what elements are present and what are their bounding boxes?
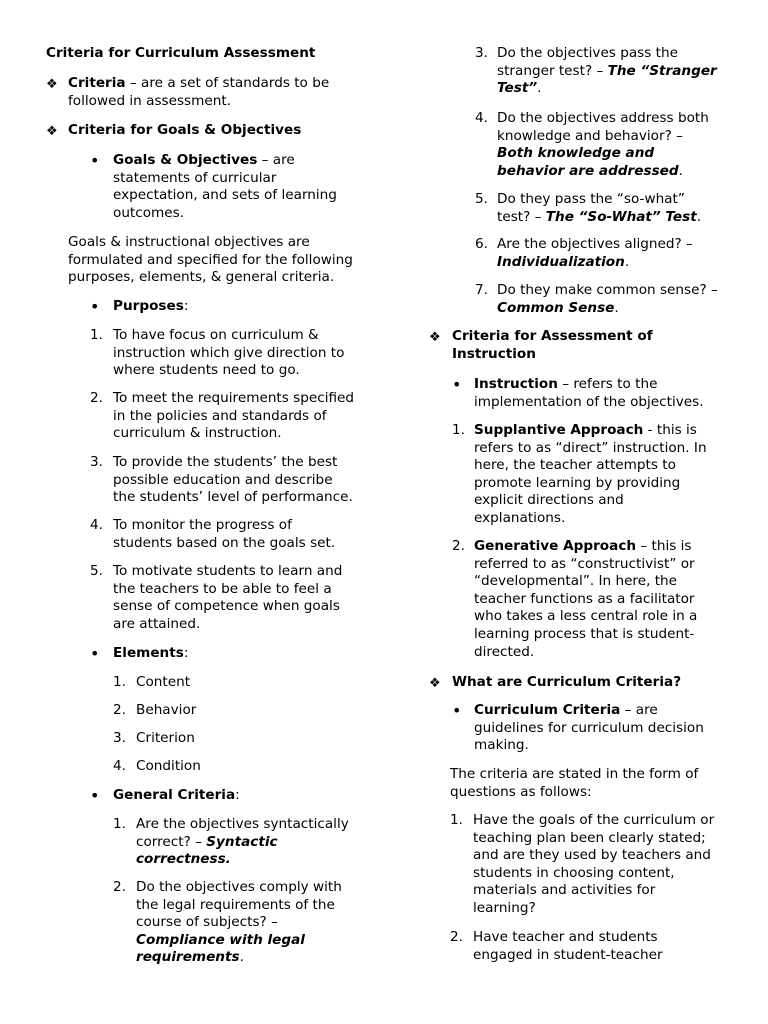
general-criteria-heading: General Criteria: (113, 787, 240, 803)
list-item: Behavior (136, 702, 197, 718)
list-item: To meet the requirements specified in the policies and standards of curriculum & instruction. (113, 390, 355, 442)
generative-approach-item: Generative Approach – this is referred to as “constructivist” or “developmental”. In here, the teacher functions as a facilitator who takes a less central role in a learning process that is student- directed. (474, 538, 698, 660)
diamond-bullet-icon: ❖ (46, 77, 58, 92)
list-item: To motivate students to learn and the teachers to be able to feel a sense of competence when goals are attained. (113, 563, 343, 632)
goals-paragraph: Goals & instructional objectives are formulated and specified for the following purposes, elements, & general criteria. (68, 234, 353, 286)
purposes-heading: Purposes: (113, 298, 189, 314)
list-item: To monitor the progress of students based on the goals set. (113, 517, 336, 551)
general-criterion-item: Do they make common sense? – Common Sense. (497, 282, 718, 316)
bullet-icon: • (90, 786, 100, 805)
section-heading-goals: Criteria for Goals & Objectives (68, 122, 302, 138)
general-criterion-item: Do the objectives pass the stranger test? – The “Stranger Test”. (497, 45, 717, 97)
criteria-question-item: Have teacher and students engaged in student-teacher (473, 929, 663, 963)
general-criterion-item: Do the objectives comply with the legal requirements of the course of subjects? – Compliance with legal requirements. (136, 879, 342, 966)
diamond-bullet-icon: ❖ (429, 330, 441, 345)
list-item: To provide the students’ the best possible education and describe the students’ level of performance. (113, 454, 353, 506)
diamond-bullet-icon: ❖ (429, 676, 441, 691)
bullet-icon: • (90, 151, 100, 170)
bullet-icon: • (452, 701, 462, 720)
list-item: Content (136, 674, 191, 690)
list-item: To have focus on curriculum & instruction which give direction to where students need to go. (113, 327, 345, 379)
elements-heading: Elements: (113, 645, 189, 661)
bullet-icon: • (90, 297, 100, 316)
section-heading-instruction: Criteria for Assessment of Instruction (452, 328, 653, 362)
goals-objectives-definition: Goals & Objectives – are statements of curricular expectation, and sets of learning outcomes. (113, 152, 337, 221)
page-title: Criteria for Curriculum Assessment (46, 45, 316, 61)
list-item: Condition (136, 758, 201, 774)
bullet-icon: • (90, 644, 100, 663)
criteria-paragraph: The criteria are stated in the form of questions as follows: (450, 766, 699, 800)
supplantive-approach-item: Supplantive Approach - this is refers to as “direct” instruction. In here, the teacher attempts to promote learning by providing explicit directions and explanations. (474, 422, 707, 526)
general-criterion-item: Are the objectives syntactically correct? – Syntactic correctness. (136, 816, 349, 868)
criteria-question-item: Have the goals of the curriculum or teaching plan been clearly stated; and are they used by teachers and students in choosing content, materials and activities for learning? (473, 812, 715, 916)
bullet-icon: • (452, 375, 462, 394)
diamond-bullet-icon: ❖ (46, 124, 58, 139)
section-heading-curriculum-criteria: What are Curriculum Criteria? (452, 674, 682, 690)
general-criterion-item: Do they pass the “so-what” test? – The “So-What” Test. (497, 191, 702, 225)
instruction-definition: Instruction – refers to the implementation of the objectives. (474, 376, 704, 410)
general-criterion-item: Are the objectives aligned? – Individualization. (497, 236, 693, 270)
list-item: Criterion (136, 730, 195, 746)
curriculum-criteria-definition: Curriculum Criteria – are guidelines for curriculum decision making. (474, 702, 704, 754)
general-criterion-item: Do the objectives address both knowledge and behavior? – Both knowledge and behavior are addressed. (497, 110, 709, 179)
criteria-definition: Criteria – are a set of standards to be followed in assessment. (68, 75, 330, 109)
